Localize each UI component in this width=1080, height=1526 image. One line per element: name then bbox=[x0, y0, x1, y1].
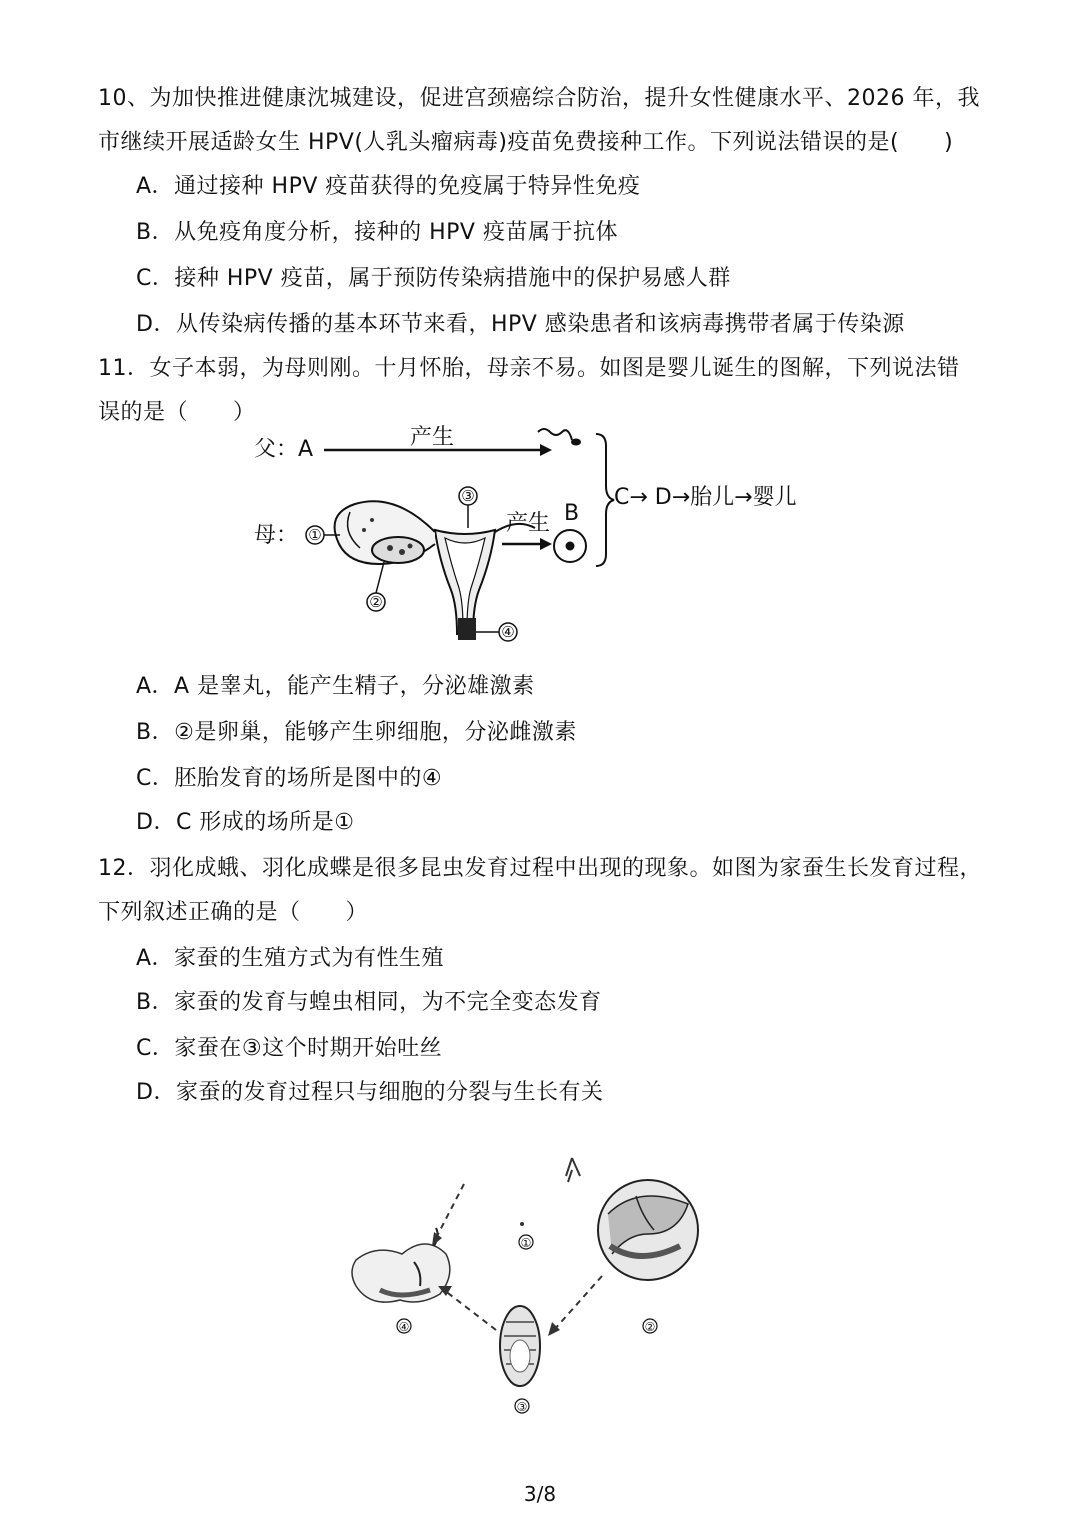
q11-stem-line2: 误的是（ ） bbox=[98, 400, 256, 425]
q10-option-d: D．从传染病传播的基本环节来看，HPV 感染患者和该病毒携带者属于传染源 bbox=[136, 312, 905, 337]
stage-marker-2: ② bbox=[644, 1320, 656, 1334]
baby-birth-diagram bbox=[240, 420, 880, 670]
marker-2: ② bbox=[369, 593, 383, 611]
q11-option-c: C．胚胎发育的场所是图中的④ bbox=[136, 766, 443, 791]
ovary bbox=[372, 537, 424, 563]
q11-option-d: D．C 形成的场所是① bbox=[136, 810, 355, 835]
q10-stem-line2: 市继续开展适龄女生 HPV(人乳头瘤病毒)疫苗免费接种工作。下列说法错误的是( ) bbox=[98, 130, 954, 155]
marker-4: ④ bbox=[501, 623, 515, 641]
q10-option-c: C．接种 HPV 疫苗，属于预防传染病措施中的保护易感人群 bbox=[136, 266, 731, 291]
female-reproductive-system bbox=[335, 501, 535, 640]
development-chain: C→ D→胎儿→婴儿 bbox=[614, 485, 797, 510]
stage-marker-3: ③ bbox=[516, 1400, 528, 1414]
q11-option-a: A．A 是睾丸，能产生精子，分泌雄激素 bbox=[136, 674, 535, 699]
q12-option-b: B．家蚕的发育与蝗虫相同，为不完全变态发育 bbox=[136, 990, 602, 1015]
q12-option-d: D．家蚕的发育过程只与细胞的分裂与生长有关 bbox=[136, 1080, 604, 1105]
silkworm-larva-icon bbox=[598, 1180, 698, 1280]
sperm-icon bbox=[538, 429, 581, 446]
father-label: 父：A bbox=[254, 437, 314, 462]
q12-option-a: A．家蚕的生殖方式为有性生殖 bbox=[136, 946, 445, 971]
q12-option-c: C．家蚕在③这个时期开始吐丝 bbox=[136, 1036, 443, 1061]
b-label: B bbox=[564, 501, 580, 526]
stage-marker-1: ① bbox=[520, 1236, 532, 1250]
page-number: 3/8 bbox=[523, 1482, 557, 1506]
marker-3: ③ bbox=[461, 487, 475, 505]
produce-mid-label: 产生 bbox=[506, 511, 551, 536]
mother-label: 母： bbox=[254, 523, 299, 548]
silkworm-pupa-icon bbox=[500, 1306, 540, 1386]
bracket bbox=[596, 434, 614, 566]
stage-marker-4: ④ bbox=[398, 1320, 410, 1334]
silkworm-egg-icon bbox=[520, 1158, 580, 1226]
q11-option-b: B．②是卵巢，能够产生卵细胞，分泌雌激素 bbox=[136, 720, 577, 745]
q12-stem-line1: 12．羽化成蛾、羽化成蝶是很多昆虫发育过程中出现的现象。如图为家蚕生长发育过程， bbox=[98, 856, 982, 881]
q10-option-b: B．从免疫角度分析，接种的 HPV 疫苗属于抗体 bbox=[136, 220, 618, 245]
produce-top-label: 产生 bbox=[410, 425, 455, 450]
q11-stem-line1: 11．女子本弱，为母则刚。十月怀胎，母亲不易。如图是婴儿诞生的图解，下列说法错 bbox=[98, 356, 960, 381]
marker-1: ① bbox=[308, 526, 322, 544]
q10-stem-line1: 10、为加快推进健康沈城建设，促进宫颈癌综合防治，提升女性健康水平、2026 年，我 bbox=[98, 86, 980, 111]
q10-option-a: A．通过接种 HPV 疫苗获得的免疫属于特异性免疫 bbox=[136, 174, 641, 199]
q12-stem-line2: 下列叙述正确的是（ ） bbox=[98, 900, 369, 925]
silkworm-lifecycle-diagram bbox=[340, 1150, 720, 1430]
